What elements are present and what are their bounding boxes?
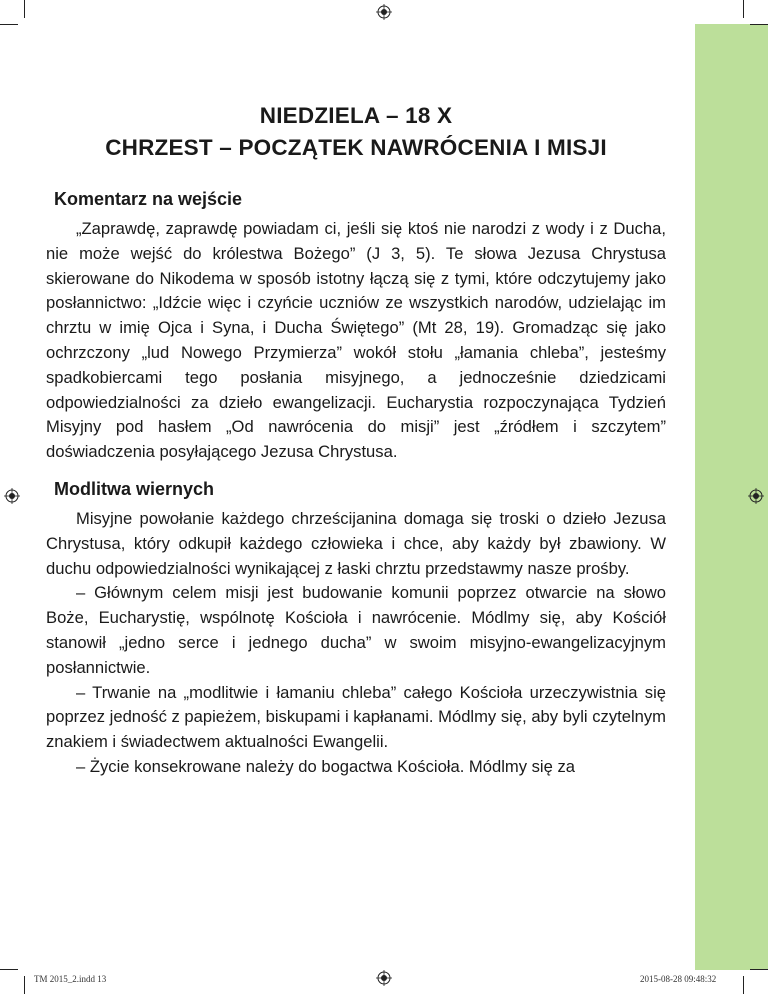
- title-line-2: CHRZEST – POCZĄTEK NAWRÓCENIA I MISJI: [105, 135, 607, 160]
- crop-mark: [743, 0, 744, 18]
- title-line-1: NIEDZIELA – 18 X: [259, 103, 453, 128]
- footer-timestamp: 2015-08-28 09:48:32: [640, 974, 717, 984]
- crop-mark: [0, 969, 18, 970]
- crop-mark: [750, 24, 768, 25]
- registration-mark-icon: [748, 488, 764, 504]
- crop-mark: [750, 969, 768, 970]
- page-content: [46, 100, 666, 780]
- section-heading-komentarz: Komentarz na wejście: [54, 189, 243, 209]
- paragraph: „Zaprawdę, zaprawdę powiadam ci, jeśli się ktoś nie narodzi z wody i z Ducha, nie może wejść do królestwa Bożego” (J 3, 5). Te słowa Jezusa Chrystusa skierowane do Nikodema w sposób istotny łączą się z tymi, które odczytujemy jako posłannictwo: „Idźcie więc i czyńcie uczniów ze wszystkich narodów, udzielając im chrztu w imię Ojca i Syna, i Ducha Świętego” (Mt 28, 19). Gromadząc się jako ochrzczony „lud Nowego Przymierza” wokół stołu „łamania chleba”, jesteśmy spadkobiercami tego posłania misyjnego, a jednocześnie dziedzicami odpowiedzialności za dzieło ewangelizacji. Eucharystia rozpoczynająca Tydzień Misyjny pod hasłem „Od nawrócenia do misji” jest „źródłem i szczytem” doświadczenia posyłającego Jezusa Chrystusa.: [46, 219, 666, 462]
- registration-mark-icon: [376, 970, 392, 986]
- footer-file: TM 2015_2.indd 13: [34, 974, 107, 984]
- page-title: [46, 100, 666, 164]
- section-heading-modlitwa: Modlitwa wiernych: [54, 478, 215, 499]
- crop-mark: [24, 976, 25, 994]
- paragraph: – Życie konsekrowane należy do bogactwa Kościoła. Módlmy się za: [76, 756, 575, 776]
- paragraph: – Trwanie na „modlitwie i łamaniu chleba” całego Kościoła urzeczywistnia się poprzez jedność z papieżem, biskupami i kapłanami. Módlmy się, aby byli czytelnym znakiem i świadectwem aktualności Ewangelii.: [46, 682, 666, 752]
- crop-mark: [24, 0, 25, 18]
- crop-mark: [743, 976, 744, 994]
- registration-mark-icon: [376, 4, 392, 20]
- registration-mark-icon: [4, 488, 20, 504]
- crop-mark: [0, 24, 18, 25]
- paragraph: – Głównym celem misji jest budowanie komunii poprzez otwarcie na słowo Boże, Eucharystię, wspólnotę Kościoła i nawrócenie. Módlmy się, aby Kościół stanowił „jedno serce i jednego ducha” w swoim misyjno-ewangelizacyjnym posłannictwie.: [46, 583, 666, 677]
- paragraph: Misyjne powołanie każdego chrześcijanina domaga się troski o dzieło Jezusa Chrystusa, który odkupił każdego człowieka i chce, aby każdy był zbawiony. W duchu odpowiedzialności wynikającej z łaski chrztu przedstawmy nasze prośby.: [46, 508, 666, 578]
- section-modlitwa: [46, 476, 666, 780]
